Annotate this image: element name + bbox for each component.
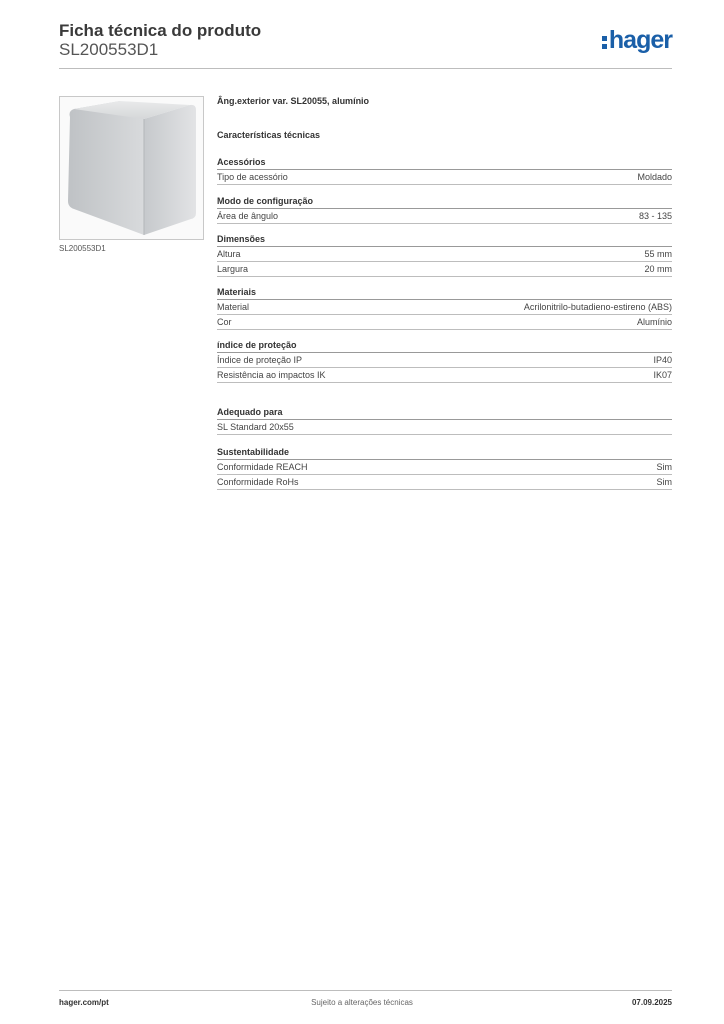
spec-row — [217, 247, 672, 262]
spec-label: Cor — [217, 317, 232, 327]
spec-value: Alumínio — [636, 317, 672, 327]
spec-value: 83 - 135 — [638, 211, 672, 221]
spec-row — [217, 475, 672, 490]
image-caption: SL200553D1 — [59, 244, 106, 253]
spec-row — [217, 420, 672, 435]
spec-value: Acrilonitrilo-butadieno-estireno (ABS) — [523, 302, 672, 312]
section-title: índice de proteção — [217, 339, 672, 353]
spec-value: Sim — [656, 477, 672, 487]
section-title: Modo de configuração — [217, 195, 672, 209]
spec-row — [217, 315, 672, 330]
section-title: Sustentabilidade — [217, 446, 672, 460]
product-image — [59, 96, 204, 240]
section-protection — [217, 339, 672, 383]
spec-value: 55 mm — [644, 249, 672, 259]
spec-label: Área de ângulo — [217, 211, 279, 221]
characteristics-title: Características técnicas — [217, 130, 321, 140]
spec-row — [217, 368, 672, 383]
footer-disclaimer: Sujeito a alterações técnicas — [311, 998, 413, 1007]
spec-value: Moldado — [637, 172, 672, 182]
spec-label: Altura — [217, 249, 241, 259]
spec-label: Conformidade REACH — [217, 462, 308, 472]
spec-value: IK07 — [653, 370, 672, 380]
spec-label: Tipo de acessório — [217, 172, 288, 182]
spec-row — [217, 353, 672, 368]
spec-row — [217, 209, 672, 224]
logo-dots-icon — [602, 36, 607, 49]
section-dimensions — [217, 233, 672, 277]
section-suitable-for — [217, 406, 672, 435]
spec-row — [217, 300, 672, 315]
section-title: Materiais — [217, 286, 672, 300]
page-title: Ficha técnica do produto — [59, 21, 262, 40]
spec-label: Material — [217, 302, 250, 312]
section-configuration — [217, 195, 672, 224]
spec-label: Conformidade RoHs — [217, 477, 299, 487]
spec-value: 20 mm — [644, 264, 672, 274]
spec-label: SL Standard 20x55 — [217, 422, 294, 432]
section-title: Acessórios — [217, 156, 672, 170]
section-sustainability — [217, 446, 672, 490]
footer-website-link[interactable]: hager.com/pt — [59, 998, 109, 1007]
section-accessories — [217, 156, 672, 185]
section-title: Dimensões — [217, 233, 672, 247]
spec-label: Resistência ao impactos IK — [217, 370, 326, 380]
spec-value: IP40 — [653, 355, 672, 365]
product-code: SL200553D1 — [59, 40, 159, 59]
spec-label: Largura — [217, 264, 249, 274]
header-divider — [59, 68, 672, 69]
product-name: Âng.exterior var. SL20055, alumínio — [217, 96, 370, 106]
section-title: Adequado para — [217, 406, 672, 420]
corner-angle-image — [60, 97, 203, 239]
logo-text: hager — [608, 26, 672, 54]
spec-row — [217, 262, 672, 277]
footer-divider — [59, 990, 672, 991]
section-materials — [217, 286, 672, 330]
spec-label: Índice de proteção IP — [217, 355, 303, 365]
spec-row — [217, 460, 672, 475]
hager-logo — [602, 27, 672, 53]
footer-date: 07.09.2025 — [631, 998, 672, 1007]
spec-row — [217, 170, 672, 185]
spec-value: Sim — [656, 462, 672, 472]
